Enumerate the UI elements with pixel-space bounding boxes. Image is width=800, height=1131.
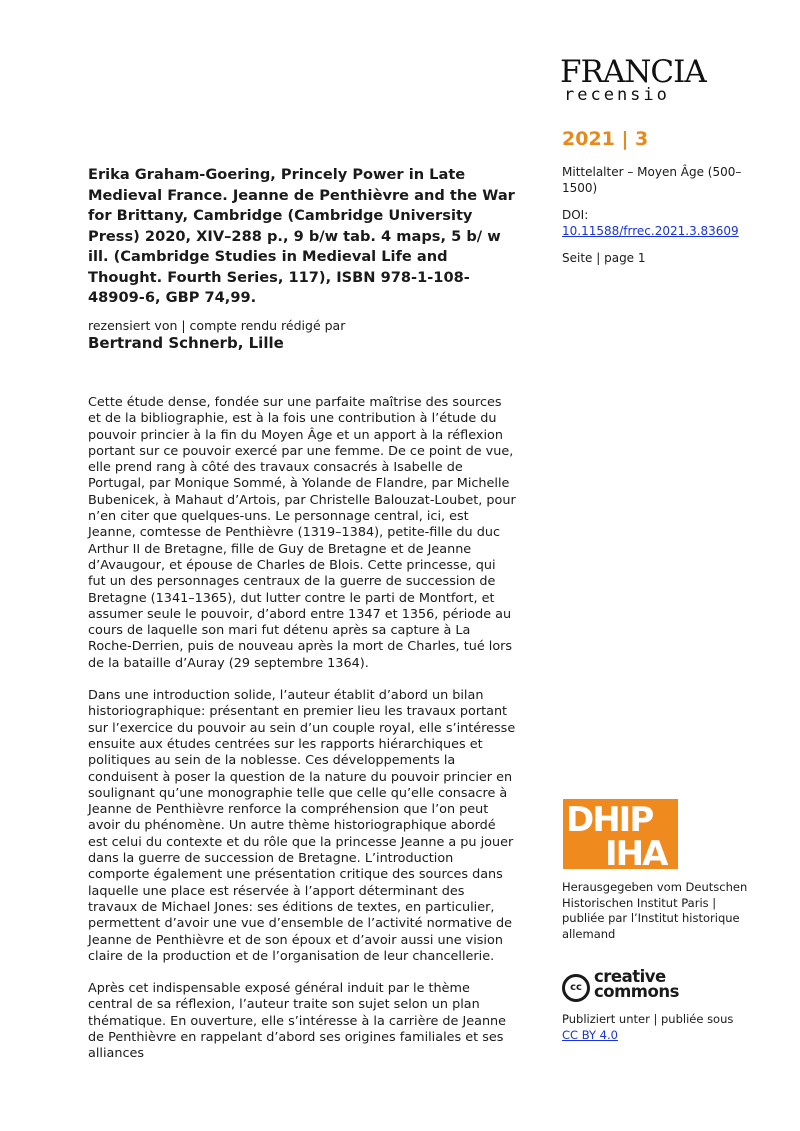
cc-logo-word1: creative [594, 967, 666, 986]
review-paragraph: Cette étude dense, fondée sur une parfaite maîtrise des sources et de la bibliographie, est à la fois une contribution à l’étude du pouvoir princier à la fin du Moyen Âge et un apport à la réflexion portant sur ce pouvoir exercé par une femme. De ce point de vue, elle prend rang à côté des travaux consacrés à Isabelle de Portugal, par Monique Sommé, à Yolande de Flandre, par Michelle Bubenicek, à Mahaut d’Artois, par Christelle Balouzat-Loubet, pour n’en citer que quelques-uns. Le personnage central, ici, est Jeanne, comtesse de Penthièvre (1319–1384), petite-fille du duc Arthur II de Bretagne, fille de Guy de Bretagne et de Jeanne d’Avaugour, et épouse de Charles de Blois. Cette princesse, qui fut un des personnages centraux de la guerre de succession de Bretagne (1341–1365), dut lutter contre le parti de Montfort, et assumer seule le pouvoir, d’abord entre 1347 et 1356, période au cours de laquelle son mari fut détenu après sa capture à La Roche-Derrien, puis de nouveau après la mort de Charles, tué lors de la bataille d’Auray (29 septembre 1364). [88, 395, 516, 671]
publisher-info: Herausgegeben vom Deutschen Historischen Institut Paris | publiée par l’Institut historique allemand [562, 880, 748, 941]
doi-link[interactable]: 10.11588/frrec.2021.3.83609 [562, 224, 739, 238]
issue-number: 2021 | 3 [562, 128, 649, 150]
logo-sub-text: recensio [564, 85, 670, 105]
logo-main-text: FRANCIA [560, 54, 706, 90]
review-paragraph: Après cet indispensable exposé général induit par le thème central de sa réflexion, l’auteur traite son sujet selon un plan thématique. En ouverture, elle s’intéresse à la carrière de Jeanne de Penthièvre en rappelant d’abord ses origines familiales et ses alliances [88, 981, 507, 1062]
license-block [562, 1012, 752, 1043]
creative-commons-logo [562, 967, 702, 1004]
review-paragraph: Dans une introduction solide, l’auteur établit d’abord un bilan historiographique: présentant en premier lieu les travaux portant sur l’exercice du pouvoir au sein d’un couple royal, elle s’intéresse ensuite aux études centrées sur les rapports hiérarchiques et politiques au sein de la noblesse. Ces développements la conduisent à poser la question de la nature du pouvoir princier en soulignant qu’une monographie telle que celle qu’elle consacre à Jeanne de Penthièvre renforce la compréhension que l’on peut avoir du phénomène. Un autre thème historiographique abordé est celui du contexte et du rôle que la princesse Jeanne a pu jouer dans la guerre de succession de Bretagne. L’introduction comporte également une présentation critique des sources dans laquelle une place est réservée à l’apport déterminant des travaux de Michael Jones: ses éditions de textes, en particulier, permettent d’avoir une vue d’ensemble de l’activité normative de Jeanne de Penthièvre et de son époux et d’avoir aussi une vision claire de la production et de l’organisation de leur chancellerie. [88, 688, 516, 964]
reviewer-name: Bertrand Schnerb, Lille [88, 334, 284, 352]
dhip-logo-line2: IHA [605, 834, 667, 869]
page-indicator: Seite | page 1 [562, 251, 646, 265]
doi-block [562, 207, 747, 239]
review-body [88, 395, 516, 1079]
license-link[interactable]: CC BY 4.0 [562, 1027, 618, 1042]
francia-recensio-logo [560, 54, 720, 105]
dhip-iha-logo [563, 799, 678, 869]
license-label: Publiziert unter | publiée sous [562, 1012, 734, 1026]
dhip-logo-line1: DHIP [566, 800, 653, 840]
cc-icon: cc [562, 974, 590, 1002]
doi-label: DOI: [562, 208, 589, 222]
cc-logo-word2: commons [594, 982, 679, 1001]
reviewed-by-label: rezensiert von | compte rendu rédigé par [88, 318, 346, 333]
review-heading: Erika Graham-Goering, Princely Power in Late Medieval France. Jeanne de Penthièvre and the War for Brittany, Cambridge (Cambridge University Press) 2020, XIV–288 p., 9 b/w tab. 4 maps, 5 b/ w ill. (Cambridge Studies in Medieval Life and Thought. Fourth Series, 117), ISBN 978-1-108-48909-6, GBP 74,99. [88, 166, 515, 306]
dhip-iha-logo-graphic [563, 799, 678, 869]
category-label: Mittelalter – Moyen Âge (500–1500) [562, 165, 742, 195]
